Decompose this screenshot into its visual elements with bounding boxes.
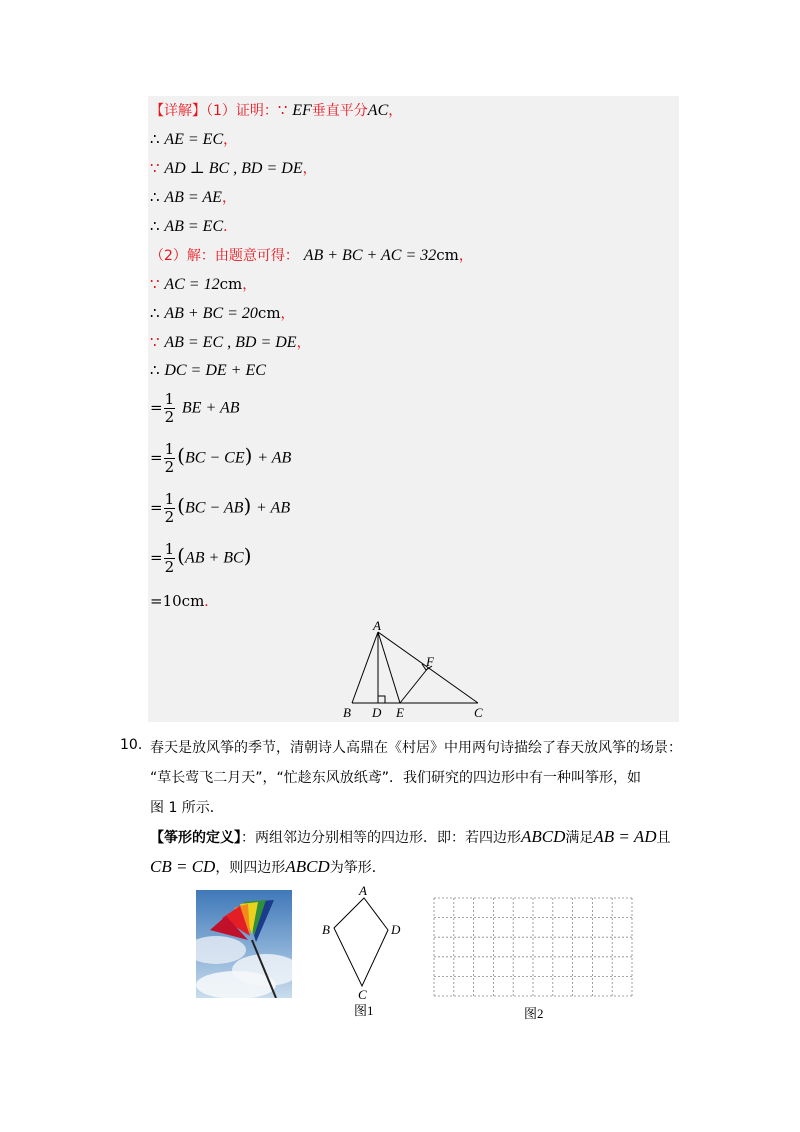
- solution-line-4: ∴ AB = AE，: [150, 188, 236, 206]
- solution-line-6: （2）解：由题意可得： AB + BC + AC = 32cm，: [150, 246, 473, 264]
- solution-line-10: ∴ DC = DE + EC: [150, 361, 266, 379]
- right-angle-mark-d: [378, 696, 385, 703]
- kite-label-d: D: [391, 922, 401, 937]
- solution-line-12: = $\frac{1}{2}$ (BC − CE) + AB: [150, 440, 292, 476]
- fraction-half: $\frac{1}{2}$: [164, 390, 175, 426]
- label-b: B: [343, 705, 351, 720]
- question-line-1: 春天是放风筝的季节，清朝诗人高鼎在《村居》中用两句诗描绘了春天放风筝的场景：: [150, 740, 682, 756]
- kite-label-b: B: [322, 922, 330, 937]
- triangle-figure: [340, 618, 490, 722]
- solution-line-15: =10cm．: [150, 592, 219, 610]
- kite-figure-1: [318, 882, 408, 1022]
- solution-line-11: = $\frac{1}{2}$ BE + AB: [150, 390, 240, 426]
- label-c: C: [474, 705, 483, 720]
- solution-line-5: ∴ AB = EC．: [150, 217, 238, 235]
- fraction-half: $\frac{1}{2}$: [164, 440, 175, 476]
- kite-quadrilateral: [334, 898, 388, 986]
- question-number: 10.: [120, 737, 143, 753]
- kite-photo: [196, 890, 292, 998]
- solution-line-9: ∵ AB = EC , BD = DE，: [150, 333, 311, 351]
- segment-ab: [352, 632, 378, 703]
- solution-line-3: ∵ AD ⊥ BC , BD = DE，: [150, 159, 317, 177]
- segment-ef: [400, 668, 428, 703]
- definition-line-2: CB = CD，则四边形ABCD为筝形．: [150, 857, 386, 876]
- solution-line-13: = $\frac{1}{2}$ (BC − AB) + AB: [150, 490, 291, 526]
- label-a: A: [373, 618, 381, 633]
- solution-line-2: ∴ AE = EC，: [150, 130, 238, 148]
- kite-label-c: C: [358, 987, 367, 1002]
- solution-line-8: ∴ AB + BC = 20cm，: [150, 304, 295, 322]
- solution-line-7: ∵ AC = 12cm，: [150, 275, 257, 293]
- fraction-half: $\frac{1}{2}$: [164, 540, 175, 576]
- segment-ae: [378, 632, 400, 703]
- label-f: F: [426, 654, 434, 669]
- solution-line-14: = $\frac{1}{2}$ (AB + BC): [150, 540, 252, 576]
- kite-label-a: A: [359, 883, 367, 898]
- figure-2-caption: 图2: [524, 1006, 544, 1021]
- solution-line-1: 【详解】（1）证明：∵ EF垂直平分AC，: [150, 101, 403, 119]
- figure-1-caption: 图1: [354, 1003, 374, 1018]
- label-d: D: [372, 705, 382, 720]
- definition-line-1: 【筝形的定义】：两组邻边分别相等的四边形．即：若四边形ABCD满足AB = AD且: [150, 827, 671, 846]
- grid-figure-2: [432, 896, 636, 1026]
- fraction-half: $\frac{1}{2}$: [164, 490, 175, 526]
- definition-label: 【筝形的定义】: [150, 830, 241, 846]
- question-line-3: 图 1 所示．: [150, 800, 224, 816]
- solution-label: 【详解】: [150, 103, 206, 119]
- question-line-2: “草长莺飞二月天”，“忙趁东风放纸鸢”．我们研究的四边形中有一种叫筝形，如: [150, 770, 642, 786]
- label-e: E: [396, 705, 404, 720]
